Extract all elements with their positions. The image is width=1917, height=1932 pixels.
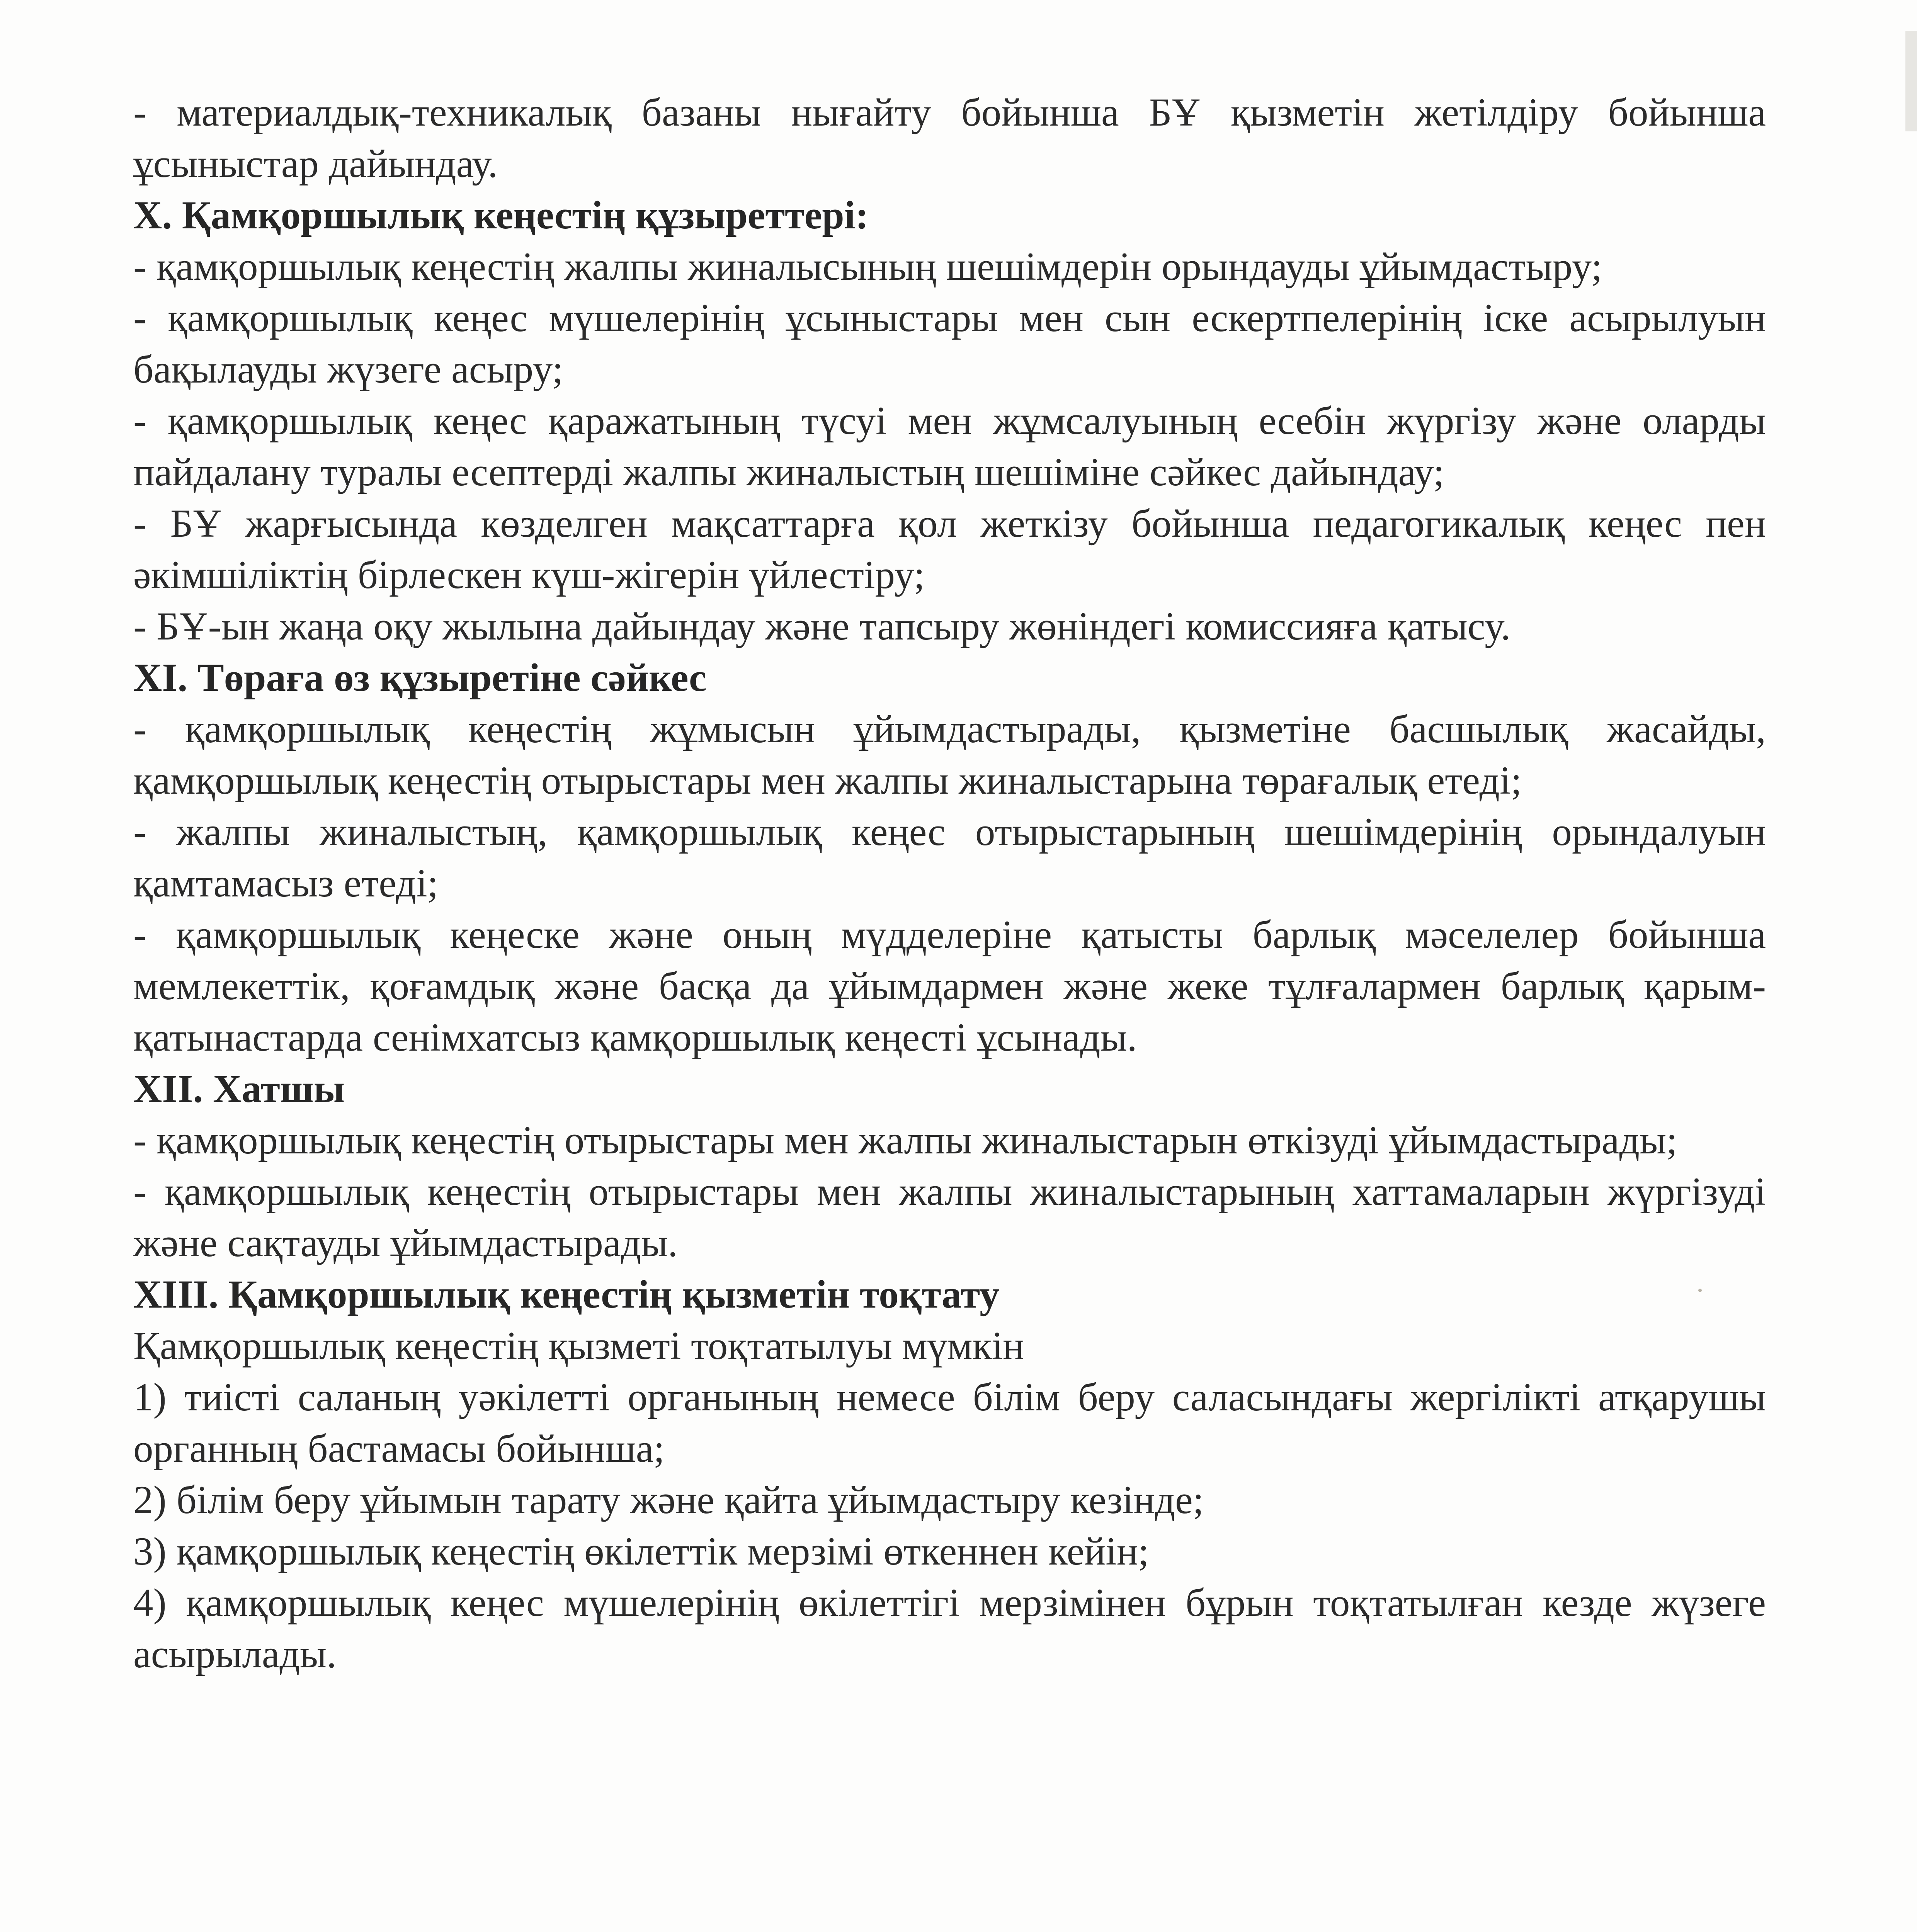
body-paragraph: Қамқоршылық кеңестің қызметі тоқтатылуы мүмкін <box>133 1324 1024 1368</box>
section-heading: XIII. Қамқоршылық кеңестің қызметін тоқтату <box>133 1272 1000 1316</box>
body-paragraph: - жалпы жиналыстың, қамқоршылық кеңес отырыстарының шешімдерінің орындалуын қамтамасыз етеді; <box>133 810 1766 905</box>
body-paragraph: - қамқоршылық кеңестің отырыстары мен жалпы жиналыстарының хаттамаларын жүргізуді және сақтауды ұйымдастырады. <box>133 1170 1766 1265</box>
body-paragraph: 4) қамқоршылық кеңес мүшелерінің өкілеттігі мерзімінен бұрын тоқтатылған кезде жүзеге асырылады. <box>133 1581 1766 1676</box>
body-paragraph: 2) білім беру ұйымын тарату және қайта ұйымдастыру кезінде; <box>133 1478 1204 1522</box>
body-paragraph: - қамқоршылық кеңестің отырыстары мен жалпы жиналыстарын өткізуді ұйымдастырады; <box>133 1118 1677 1162</box>
body-paragraph: - қамқоршылық кеңестің жұмысын ұйымдастырады, қызметіне басшылық жасайды, қамқоршылық кеңестің отырыстары мен жалпы жиналыстарына төрағалық етеді; <box>133 707 1766 803</box>
body-paragraph: - қамқоршылық кеңеске және оның мүдделеріне қатысты барлық мәселелер бойынша мемлекеттік, қоғамдық және басқа да ұйымдармен және жеке тұлғалармен барлық қарым-қатынастарда сенімхатсыз қамқоршылық кеңесті ұсынады. <box>133 913 1766 1060</box>
document-body <box>133 87 1766 1680</box>
body-paragraph: - қамқоршылық кеңес мүшелерінің ұсыныстары мен сын ескертпелерінің іске асырылуын бақылауды жүзеге асыру; <box>133 296 1766 391</box>
section-heading: XII. Хатшы <box>133 1067 345 1111</box>
section-heading: X. Қамқоршылық кеңестің құзыреттері: <box>133 193 869 237</box>
scan-edge-shadow <box>1905 31 1917 131</box>
body-paragraph: - қамқоршылық кеңес қаражатының түсуі мен жұмсалуының есебін жүргізу және оларды пайдалану туралы есептерді жалпы жиналыстың шешіміне сәйкес дайындау; <box>133 399 1766 494</box>
body-paragraph: 3) қамқоршылық кеңестің өкілеттік мерзімі өткеннен кейін; <box>133 1529 1149 1573</box>
body-paragraph: - қамқоршылық кеңестің жалпы жиналысының шешімдерін орындауды ұйымдастыру; <box>133 245 1602 289</box>
body-paragraph: - БҰ жарғысында көзделген мақсаттарға қол жеткізу бойынша педагогикалық кеңес пен әкімшіліктің бірлескен күш-жігерін үйлестіру; <box>133 502 1766 597</box>
body-paragraph: - материалдық-техникалық базаны нығайту бойынша БҰ қызметін жетілдіру бойынша ұсыныстар дайындау. <box>133 90 1766 186</box>
section-heading: XI. Төраға өз құзыретіне сәйкес <box>133 656 707 700</box>
body-paragraph: 1) тиісті саланың уәкілетті органының немесе білім беру саласындағы жергілікті атқарушы органның бастамасы бойынша; <box>133 1375 1766 1471</box>
body-paragraph: - БҰ-ын жаңа оқу жылына дайындау және тапсыру жөніндегі комиссияға қатысу. <box>133 604 1511 648</box>
